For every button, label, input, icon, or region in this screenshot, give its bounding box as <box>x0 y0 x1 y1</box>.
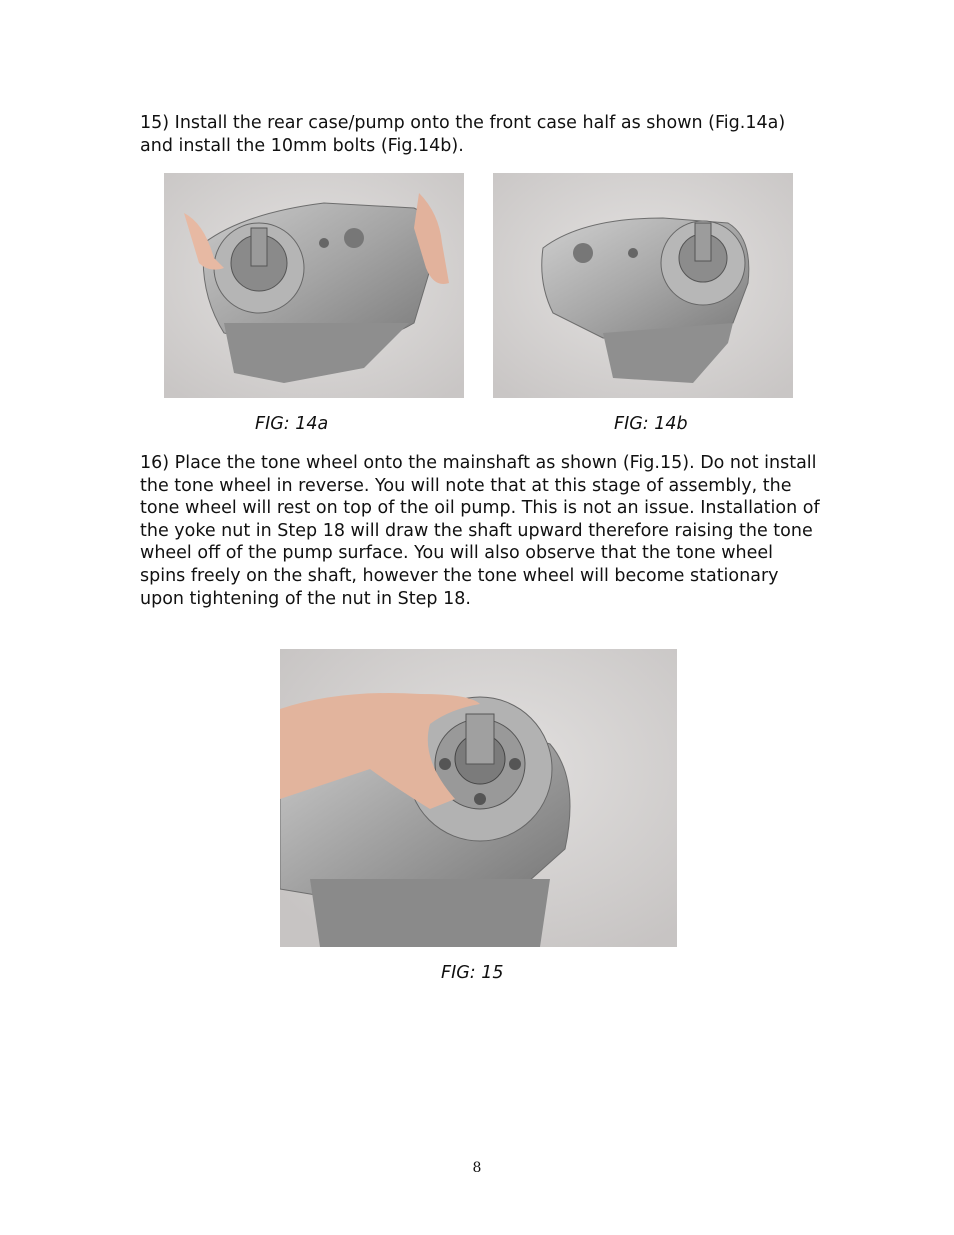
fig-15-photo <box>280 649 677 947</box>
fig-14a-caption: FIG: 14a <box>255 414 329 434</box>
fig-14b-caption: FIG: 14b <box>614 414 688 434</box>
fig-15-caption: FIG: 15 <box>441 963 504 983</box>
step-15-paragraph: 15) Install the rear case/pump onto the front case half as shown (Fig.14a) and install the 10mm bolts (Fig.14b). <box>140 113 786 156</box>
step-16-paragraph: 16) Place the tone wheel onto the mainshaft as shown (Fig.15). Do not install the tone wheel in reverse. You will note that at this stage of assembly, the tone wheel will rest on top of the oil pump. This is not an issue. Installation of the yoke nut in Step 18 will draw the shaft upward therefore raising the tone wheel off of the pump surface. You will also observe that the tone wheel spins freely on the shaft, however the tone wheel will become stationary upon tightening of the nut in Step 18. <box>140 453 820 609</box>
page-number: 8 <box>472 1160 482 1176</box>
fig-14b-photo <box>493 173 793 398</box>
fig-14a-photo <box>164 173 464 398</box>
